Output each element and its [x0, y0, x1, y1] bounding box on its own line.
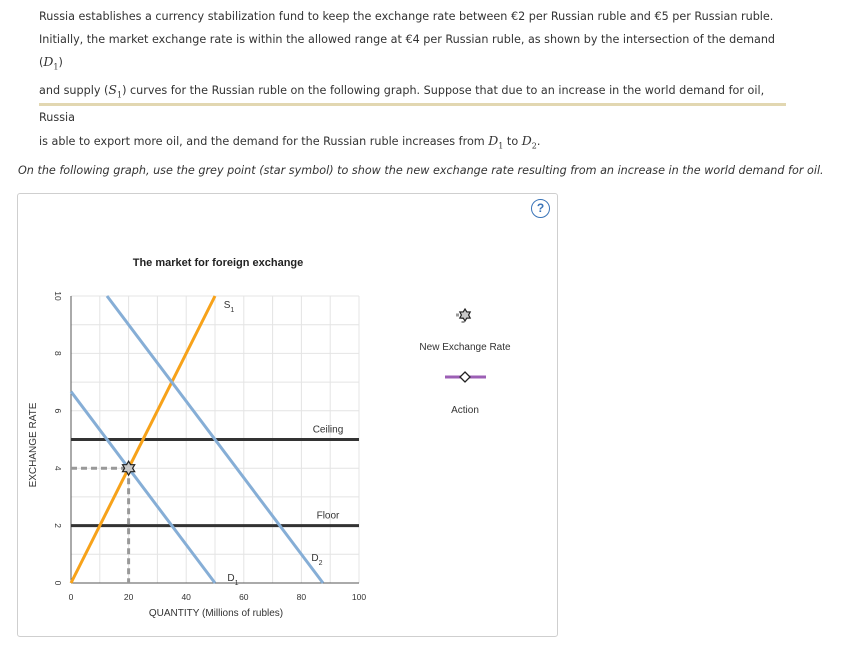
question-mark-icon[interactable]: ?: [531, 199, 550, 218]
x-tick-label: 0: [68, 592, 74, 602]
demand-symbol-d1: $D_1$: [488, 132, 504, 151]
d2-label: $D_2$: [311, 553, 323, 567]
instruction-text: On the following graph, use the grey point (star symbol) to show the new exchange rate resulting from an increase in the world demand for oil.: [18, 164, 824, 177]
s1-label: $S_1$: [223, 300, 235, 314]
legend: [419, 309, 511, 416]
legend-action[interactable]: [445, 372, 486, 416]
legend-new-exchange-rate[interactable]: [419, 309, 511, 353]
legend-label-new-exchange-rate: New Exchange Rate: [419, 342, 511, 353]
x-tick-label: 60: [239, 592, 249, 602]
question-line-4: is able to export more oil, and the demand for the Russian ruble increases from $D_1$ to $D_2$.: [39, 132, 541, 151]
d1-label: $D_1$: [227, 573, 239, 587]
floor-label: Floor: [316, 510, 340, 522]
question-line-2: Initially, the market exchange rate is within the allowed range at €4 per Russian ruble, as shown by the intersection of the demand $(D_1)$: [39, 32, 776, 72]
legend-label-action: Action: [451, 405, 479, 416]
diamond-icon: [460, 372, 470, 382]
supply-symbol: $S_1$: [108, 82, 123, 100]
question-line-3: and supply $(S_1)$ curves for the Russian ruble on the following graph. Suppose that due to an increase in the world demand for oil, Russia: [39, 82, 765, 125]
y-tick-label: 8: [53, 351, 63, 356]
chart-title: The market for foreign exchange: [132, 257, 304, 269]
question-line-1: Russia establishes a currency stabilization fund to keep the exchange rate between €2 per Russian ruble and €5 per Russian ruble.: [39, 10, 774, 23]
x-tick-label: 100: [351, 592, 367, 602]
ceiling-label: Ceiling: [312, 424, 344, 436]
y-axis-label: EXCHANGE RATE: [28, 402, 39, 488]
x-tick-label: 40: [181, 592, 191, 602]
y-tick-label: 2: [53, 523, 63, 528]
x-tick-label: 80: [296, 592, 307, 602]
x-axis-label: QUANTITY (Millions of rubles): [148, 608, 284, 619]
demand-symbol: $D_1$: [43, 54, 59, 72]
y-tick-label: 6: [53, 408, 63, 414]
y-tick-label: 4: [53, 465, 63, 471]
y-tick-label: 10: [53, 291, 63, 301]
demand-symbol-d2: $D_2$: [521, 132, 537, 151]
star-icon[interactable]: [460, 309, 470, 321]
legend-star-icon[interactable]: [460, 309, 470, 321]
x-tick-label: 20: [123, 592, 134, 602]
y-tick-label: 0: [53, 580, 63, 586]
